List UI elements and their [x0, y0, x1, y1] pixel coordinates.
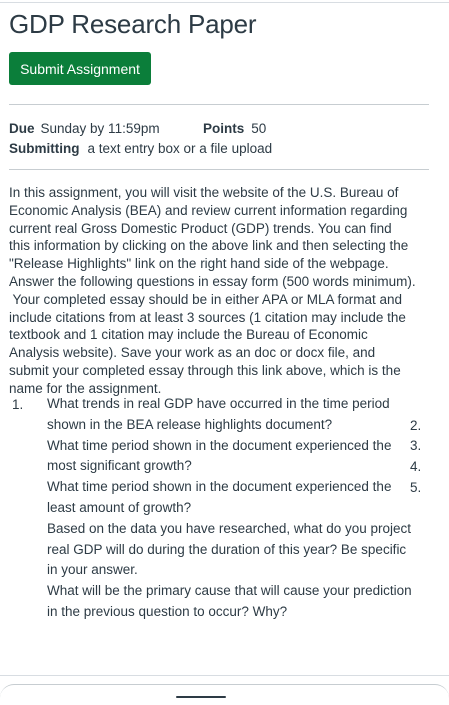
question-line: Based on the data you have researched, what do you project	[47, 520, 411, 536]
submit-assignment-button[interactable]: Submit Assignment	[9, 52, 151, 85]
question-number-1: 1.	[12, 397, 24, 412]
assignment-description	[9, 184, 423, 398]
points-row	[203, 121, 266, 136]
question-line: least amount of growth?	[47, 499, 192, 515]
question-number-3: 3.	[410, 438, 422, 453]
points-value: 50	[251, 121, 267, 136]
top-divider	[0, 2, 449, 3]
question-line: shown in the BEA release highlights document?	[47, 416, 333, 432]
description-line: submit your completed essay through this link above, which is the	[9, 362, 401, 378]
description-line: "Release Highlights" link on the right hand side of the webpage.	[9, 256, 389, 272]
due-value: Sunday by 11:59pm	[40, 121, 160, 136]
points-label: Points	[203, 121, 245, 136]
description-line: this information by clicking on the above link and then selecting the	[9, 238, 409, 254]
details-top-divider	[9, 104, 429, 105]
question-line: What time period shown in the document experienced the	[47, 479, 392, 495]
description-line: Analysis website). Save your work as an doc or docx file, and	[9, 345, 376, 361]
submitting-row	[9, 141, 272, 156]
question-number-2: 2.	[410, 418, 422, 433]
question-number-4: 4.	[410, 459, 422, 474]
due-row	[9, 121, 160, 136]
description-line: include citations from at least 3 sources (1 citation may include the	[9, 309, 406, 325]
submitting-value: a text entry box or a file upload	[87, 141, 273, 156]
description-line: textbook and 1 citation may include the Bureau of Economic	[9, 327, 368, 343]
question-line: What will be the primary cause that will cause your prediction	[47, 583, 412, 599]
question-line: What trends in real GDP have occurred in the time period	[47, 396, 390, 411]
question-line: in the previous question to occur? Why?	[47, 603, 288, 619]
description-line: name for the assignment.	[9, 380, 162, 396]
footer-divider	[0, 675, 449, 676]
question-line: real GDP will do during the duration of this year? Be specific	[47, 541, 407, 557]
submitting-label: Submitting	[9, 141, 80, 156]
due-label: Due	[9, 121, 35, 136]
question-line: in your answer.	[47, 562, 138, 578]
question-list	[47, 394, 427, 623]
description-line: Economic Analysis (BEA) and review current information regarding	[9, 202, 408, 218]
description-line: current real Gross Domestic Product (GDP) trends. You can find	[9, 220, 392, 236]
question-number-5: 5.	[410, 480, 422, 495]
page-title: GDP Research Paper	[9, 9, 257, 39]
sheet-drag-handle[interactable]	[176, 696, 226, 698]
bottom-sheet[interactable]	[0, 684, 449, 705]
description-line: Answer the following questions in essay form (500 words minimum).	[9, 273, 416, 289]
details-bottom-divider	[9, 169, 429, 170]
question-line: What time period shown in the document experienced the	[47, 437, 392, 453]
question-line: most significant growth?	[47, 458, 192, 474]
description-line: Your completed essay should be in either APA or MLA format and	[9, 291, 402, 307]
description-line: In this assignment, you will visit the website of the U.S. Bureau of	[9, 185, 399, 200]
